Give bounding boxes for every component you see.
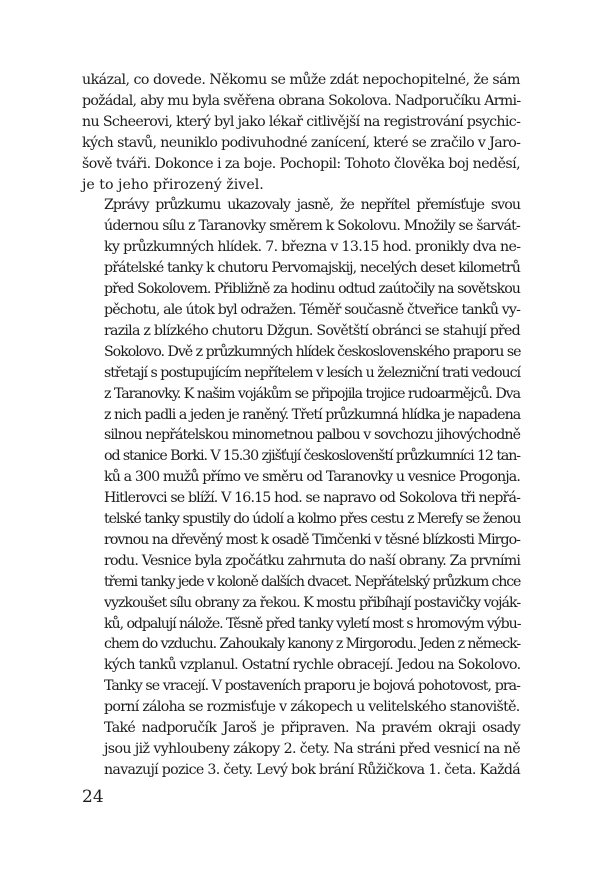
text-line: Také nadporučík Jaroš je připraven. Na pravém okraji osady — [104, 720, 520, 737]
text-line: pěchotu, ale útok byl odražen. Téměř současně čtveřice tanků vy- — [104, 301, 520, 318]
text-line: chem do vzduchu. Zahoukaly kanony z Mirgorodu. Jeden z německ- — [104, 636, 520, 653]
text-line: Sokolovo. Dvě z průzkumných hlídek československého praporu se — [104, 343, 521, 360]
text-line: nu Scheerovi, který byl jako lékař citlivější na registrování psychic- — [82, 113, 521, 130]
text-line: střetají s postupujícím nepřítelem v lesích u železniční trati vedoucí — [104, 364, 520, 381]
text-line: požádal, aby mu byla svěřena obrana Sokolova. Nadporučíku Armi- — [82, 92, 521, 109]
text-line: Hitlerovci se blíží. V 16.15 hod. se napravo od Sokolova tři nepřá- — [104, 490, 520, 507]
text-line: rovnou na dřevěný most k osadě Timčenki v těsné blízkosti Mirgo- — [104, 531, 520, 548]
text-line: šově tváři. Dokonce i za boje. Pochopil: Tohoto člověka boj neděsí, — [82, 155, 521, 172]
text-line: kých tanků vzplanul. Ostatní rychle obracejí. Jedou na Sokolovo. — [104, 657, 521, 674]
text-line: jsou již vyhloubeny zákopy 2. čety. Na stráni před vesnicí na ně — [104, 741, 520, 757]
text-line: ků a 300 mužů přímo ve směru od Taranovky u vesnice Progonja. — [104, 469, 520, 486]
text-line: telské tanky spustily do údolí a kolmo přes cestu z Merefy se ženou — [104, 511, 521, 528]
text-line: silnou nepřátelskou minometnou palbou v sovchozu jihovýchodně — [104, 427, 521, 444]
paragraph — [82, 718, 520, 781]
text-line: kých stavů, neuniklo podivuhodné zanícení, které se zračilo v Jaro- — [82, 134, 521, 151]
text-line: je to jeho přirozený živel. — [82, 176, 264, 193]
text-line: z Taranovky. K našim vojákům se připojila trojice rudoarmějců. Dva — [104, 385, 520, 402]
text-line: Tanky se vracejí. V postaveních praporu je bojová pohotovost, pra- — [104, 678, 520, 695]
text-line: razila z blízkého chutoru Džgun. Sovětští obránci se stahují před — [104, 322, 520, 339]
paragraph — [82, 195, 520, 718]
text-line: z nich padli a jeden je raněný. Třetí průzkumná hlídka je napadena — [104, 406, 521, 423]
text-line: údernou sílu z Taranovky směrem k Sokolovu. Množily se šarvát- — [104, 218, 520, 235]
text-line: rodu. Vesnice byla zpočátku zahrnuta do naší obrany. Za prvními — [104, 552, 521, 569]
text-line: před Sokolovem. Přibližně za hodinu odtud zaútočily na sovětskou — [104, 281, 520, 298]
text-line: ky průzkumných hlídek. 7. března v 13.15 hod. pronikly dva ne- — [104, 239, 521, 256]
paragraph — [82, 70, 520, 195]
text-line: navazují pozice 3. čety. Levý bok brání Růžičkova 1. četa. Každá — [104, 761, 520, 778]
text-line: ukázal, co dovede. Někomu se může zdát nepochopitelné, že sám — [82, 72, 520, 88]
text-line: vyzkoušet sílu obrany za řekou. K mostu přibíhají postavičky voják- — [104, 594, 521, 611]
text-line: ků, odpalují nálože. Těsně před tanky vyletí most s hromovým výbu- — [104, 615, 521, 632]
text-line: od stanice Borki. V 15.30 zjišťují českoslovenští průzkumníci 12 tan- — [104, 448, 520, 465]
body-text — [82, 70, 520, 781]
text-line: třemi tanky jede v koloně dalších dvacet. Nepřátelský průzkum chce — [104, 573, 521, 590]
text-line: porní záloha se rozmisťuje v zákopech u velitelského stanoviště. — [104, 699, 520, 716]
page-number: 24 — [82, 787, 104, 807]
text-line: přátelské tanky k chutoru Pervomajskij, necelých deset kilometrů — [104, 260, 521, 277]
text-line: Zprávy průzkumu ukazovaly jasně, že nepřítel přemísťuje svou — [104, 197, 520, 214]
